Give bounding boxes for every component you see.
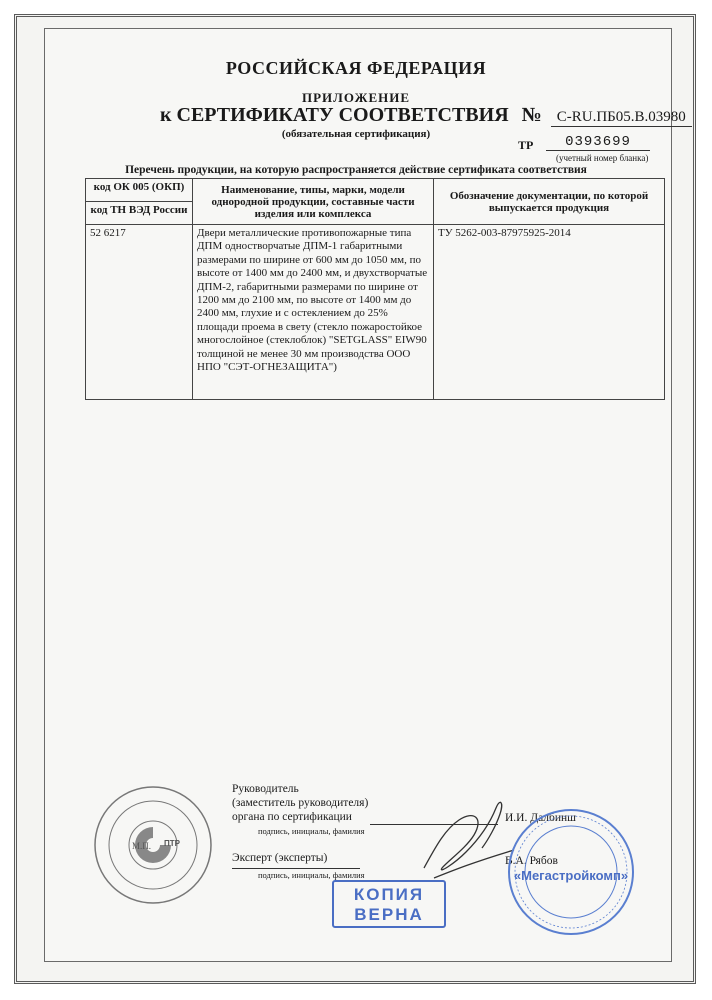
product-code: 52 6217 (86, 225, 193, 400)
certificate-number: C-RU.ПБ05.B.03980 (551, 109, 692, 127)
blank-number: 0393699 (546, 134, 650, 151)
number-sign: № (521, 104, 542, 126)
seal-logo-text: ПТР (164, 839, 180, 848)
col3-header: Обозначение документации, по которой выпускается продукция (434, 179, 665, 225)
col1-subheader: код ТН ВЭД России (86, 202, 193, 225)
country-title: РОССИЙСКАЯ ФЕДЕРАЦИЯ (225, 58, 487, 78)
stamp-line-2: ВЕРНА (354, 905, 424, 924)
certification-body-seal (92, 784, 214, 911)
company-seal (505, 806, 637, 943)
product-description: Двери металлические противопожарные типа ДПМ одностворчатые ДПМ-1 габаритными размерами по ширине от 600 мм до 1050 мм, по высоте от 1400 мм до 2400 мм, и двухстворчатые ДПМ-2, габаритными размерами по ширине от 1200 мм до 2100 мм, по высоте от 1400 мм до 2400 мм, глухие и с остеклением до 25% площади проема в свету (стекло пожаростойкое многослойное (стеклоблок) "SETGLASS" EIW90 толщиной не менее 30 мм производства ООО НПО "СЭТ-ОГНЕЗАЩИТА") (193, 225, 434, 400)
product-document: ТУ 5262-003-87975925-2014 (434, 225, 665, 400)
stamp-line-1: КОПИЯ (353, 885, 425, 904)
seal-mp-text: М.П. (132, 841, 152, 851)
mandatory-certification-note: (обязательная сертификация) (281, 128, 431, 140)
head-signature-caption: подпись, инициалы, фамилия (258, 826, 365, 836)
expert-label: Эксперт (эксперты) (232, 852, 328, 864)
copy-verified-stamp (332, 880, 446, 928)
col1-header: код ОК 005 (ОКП) (86, 179, 193, 202)
head-label-1: Руководитель (232, 783, 299, 795)
head-name: И.И. Далбинш (505, 812, 577, 824)
head-label-3: органа по сертификации (232, 811, 352, 823)
expert-name: В.А. Рябов (505, 855, 558, 867)
expert-signature-caption: подпись, инициалы, фамилия (258, 870, 365, 880)
seal-company-text: «Мегастройкомп» (513, 868, 629, 883)
annex-title: ПРИЛОЖЕНИЕ (301, 90, 411, 105)
expert-signature-line (232, 868, 360, 869)
table-row (86, 225, 665, 400)
col2-header: Наименование, типы, марки, модели однородной продукции, составные части изделия или комплекса (193, 179, 434, 225)
product-list-title: Перечень продукции, на которую распространяется действие сертификата соответствия (125, 164, 587, 176)
certificate-title: к СЕРТИФИКАТУ СООТВЕТСТВИЯ (160, 104, 509, 126)
head-label-2: (заместитель руководителя) (232, 797, 369, 809)
table-header-row (86, 179, 665, 202)
product-table (85, 178, 665, 400)
tp-label: ТР (518, 138, 534, 152)
blank-number-caption: (учетный номер бланка) (556, 153, 649, 163)
certificate-title-line (160, 104, 692, 127)
